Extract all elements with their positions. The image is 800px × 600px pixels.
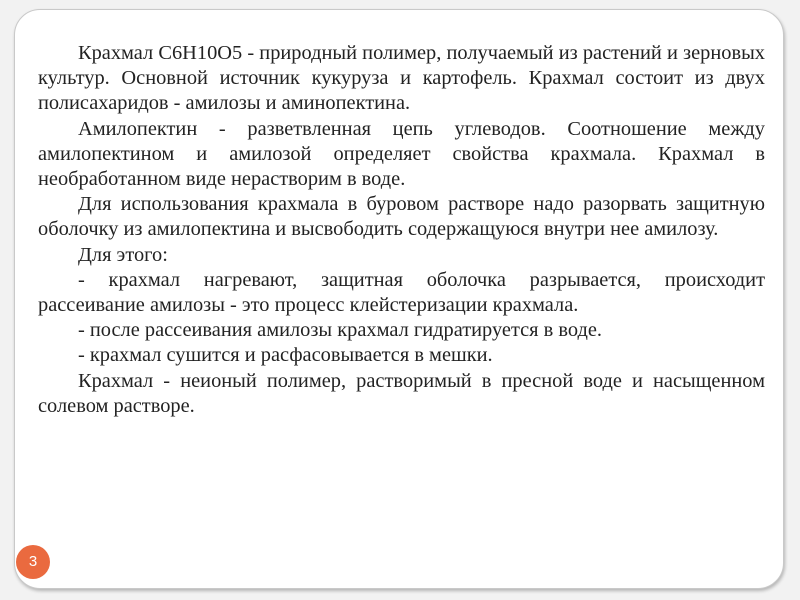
paragraph-nonionic-polymer: Крахмал - неионый полимер, растворимый в пресной воде и насыщенном солевом растворе. bbox=[38, 369, 765, 417]
list-item-drying-packing: - крахмал сушится и расфасовывается в мешки. bbox=[78, 344, 493, 367]
paragraph-amylopectin: Амилопектин - разветвленная цепь углеводов. Соотношение между амилопектином и амилозой определяет свойства крахмала. Крахмал в необработанном виде нерастворим в воде. bbox=[38, 117, 765, 191]
paragraph-drilling-fluid-use: Для использования крахмала в буровом растворе надо разорвать защитную оболочку из амилопектина и высвободить содержащуюся внутри нее амилозу. bbox=[38, 193, 765, 241]
paragraph-for-this: Для этого: bbox=[78, 243, 168, 266]
slide-body bbox=[38, 41, 765, 419]
list-item-heating: - крахмал нагревают, защитная оболочка разрывается, происходит рассеивание амилозы - это процесс клейстеризации крахмала. bbox=[38, 268, 765, 317]
paragraph-starch-definition: Крахмал С6Н10О5 - природный полимер, получаемый из растений и зерновых культур. Основной источник кукуруза и картофель. Крахмал состоит из двух полисахаридов - амилозы и аминопектина. bbox=[38, 42, 765, 115]
slide-number-badge: 3 bbox=[16, 545, 50, 579]
list-item-hydration: - после рассеивания амилозы крахмал гидратируется в воде. bbox=[78, 319, 602, 342]
